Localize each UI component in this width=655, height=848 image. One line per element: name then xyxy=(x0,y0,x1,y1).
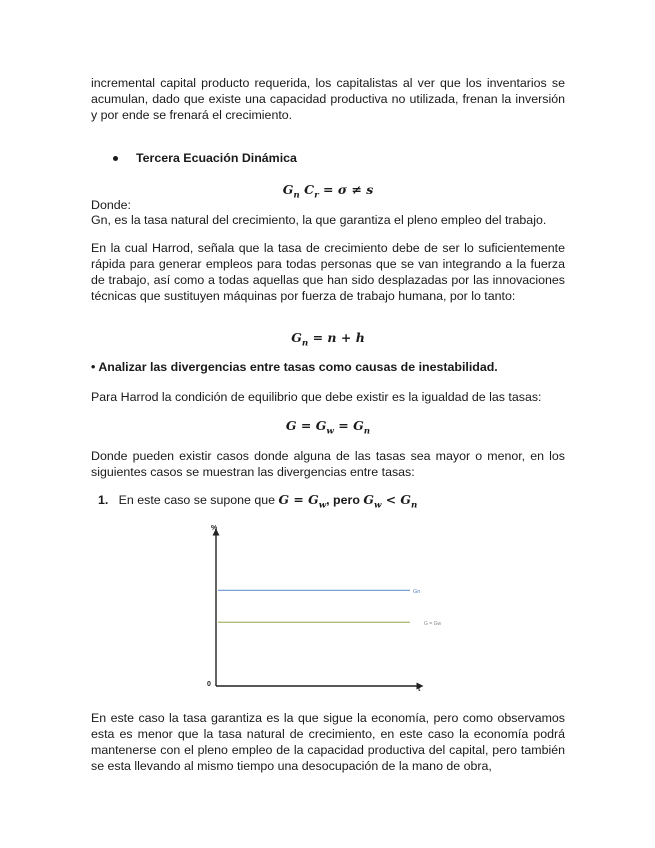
closing-paragraph: En este caso la tasa garantiza es la que sigue la economía, pero como observamos esta es menor que la tasa natural de crecimiento, en este caso la economía podrá mantenerse con el pleno empleo de la capacidad productiva del capital, pero también se esta llevando al mismo tiempo una desocupación de la mano de obra, xyxy=(91,711,565,773)
equilibrio-paragraph: Para Harrod la condición de equilibrio que debe existir es la igualdad de las tasas: xyxy=(91,390,542,404)
case-equation: $G = G_w$ xyxy=(278,492,327,511)
equation-g-gw-gn: $G = G_w = G_n$ xyxy=(285,418,371,437)
harrod-paragraph: En la cual Harrod, señala que la tasa de crecimiento debe de ser lo suficientemente rápida para generar empleos para todas personas que se van integrando a la fuerza de trabajo, así como a todas aquellas que han sido desplazadas por las innovaciones técnicas que sustituyen máquinas por fuerza de trabajo humana, por lo tanto: xyxy=(91,241,565,303)
case-number: 1. xyxy=(98,493,109,507)
section-title-divergencias: • Analizar las divergencias entre tasas como causas de inestabilidad. xyxy=(91,360,498,374)
x-axis-label: t xyxy=(418,686,421,693)
case-1: 1. En este caso se supone que $G = G_w$, pero $G_w < G_n$ xyxy=(98,492,418,511)
equation-gn-nh: $G_n = n + h$ xyxy=(291,330,365,349)
series-label-g-gw: G = Gw xyxy=(424,620,442,627)
origin-label: 0 xyxy=(207,681,211,688)
y-axis-label: % xyxy=(211,525,218,532)
equation-gn-cr: $G_n$ $C_r = \sigma \ne s$ xyxy=(282,182,374,201)
bullet-title: Tercera Ecuación Dinámica xyxy=(136,151,297,165)
intro-paragraph: incremental capital producto requerida, los capitalistas al ver que los inventarios se acumulan, dado que existe una capacidad productiva no utilizada, frenan la inversión y por ende se frenará el crecimiento. xyxy=(91,76,565,122)
gn-definition: Gn, es la tasa natural del crecimiento, la que garantiza el pleno empleo del trabajo. xyxy=(91,213,547,227)
donde-label: Donde: xyxy=(91,198,131,212)
case-text: En este caso se supone que xyxy=(118,493,276,507)
series-label-gn: Gn xyxy=(413,588,421,595)
divergencias-paragraph: Donde pueden existir casos donde alguna de las tasas sea mayor o menor, en los siguientes casos se muestran las divergencias entre tasas: xyxy=(91,449,565,479)
